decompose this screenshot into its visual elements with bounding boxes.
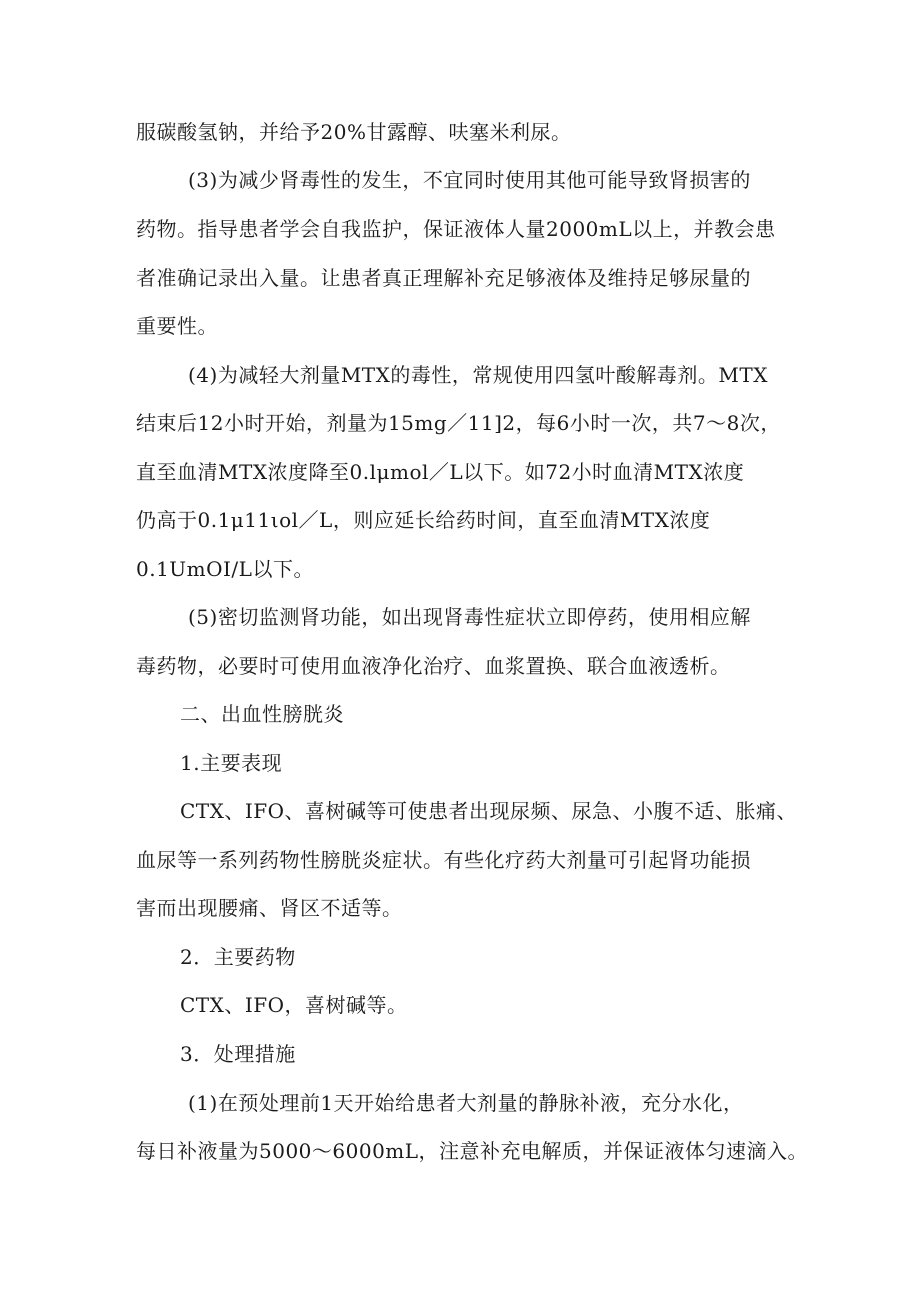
text-line: 直至血清MTX浓度降至0.lμmol／L以下。如72小时血清MTX浓度 [136, 460, 745, 484]
text-line: CTX、IFO、喜树碱等可使患者出现尿频、尿急、小腹不适、胀痛、 [180, 799, 798, 823]
text-line: 害而出现腰痛、肾区不适等。 [136, 896, 403, 920]
text-line: 血尿等一系列药物性膀胱炎症状。有些化疗药大剂量可引起肾功能损 [136, 848, 751, 872]
text-line: 药物。指导患者学会自我监护，保证液体人量2000mL以上，并教会患 [136, 217, 776, 241]
text-line: (3)为减少肾毒性的发生，不宜同时使用其他可能导致肾损害的 [188, 168, 751, 192]
text-line: 毒药物，必要时可使用血液净化治疗、血浆置换、联合血液透析。 [136, 654, 731, 678]
text-line: 重要性。 [136, 314, 218, 338]
text-line: 0.1UmOI/L以下。 [136, 557, 314, 581]
text-line: 仍高于0.1μ11ιol／L，则应延长给药时间，直至血清MTX浓度 [136, 508, 711, 532]
subsection-heading: 1.主要表现 [180, 751, 283, 775]
text-line: 服碳酸氢钠，并给予20%甘露醇、呋塞米利尿。 [136, 120, 572, 144]
subsection-heading: 3．处理措施 [180, 1042, 296, 1066]
text-line: CTX、IFO，喜树碱等。 [180, 993, 408, 1017]
text-line: (1)在预处理前1天开始给患者大剂量的静脉补液，充分水化， [188, 1091, 744, 1115]
subsection-heading: 2．主要药物 [180, 945, 296, 969]
text-line: (4)为减轻大剂量MTX的毒性，常规使用四氢叶酸解毒剂。MTX [188, 363, 768, 387]
text-line: 者准确记录出入量。让患者真正理解补充足够液体及维持足够尿量的 [136, 266, 751, 290]
text-line: 结束后12小时开始，剂量为15mg／11]2，每6小时一次，共7～8次， [136, 411, 781, 435]
text-line: 每日补液量为5000～6000mL，注意补充电解质，并保证液体匀速滴入。 [136, 1139, 809, 1163]
section-heading: 二、出血性膀胱炎 [180, 702, 344, 726]
text-line: (5)密切监测肾功能，如出现肾毒性症状立即停药，使用相应解 [188, 605, 751, 629]
